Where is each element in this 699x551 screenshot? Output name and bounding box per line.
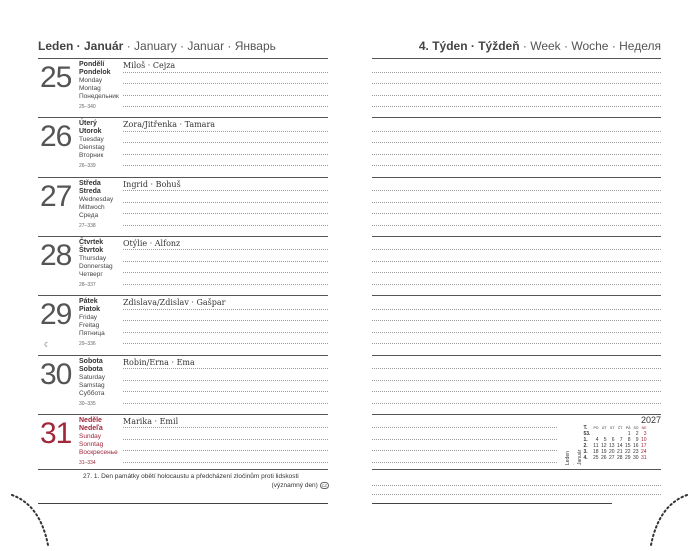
- writing-line[interactable]: [123, 225, 328, 226]
- day-separator: [38, 177, 328, 178]
- writing-line[interactable]: [123, 131, 328, 132]
- writing-line[interactable]: [123, 72, 328, 73]
- mini-day: 15: [624, 443, 631, 449]
- writing-line[interactable]: [123, 249, 328, 250]
- nameday: Miloš · Cejza: [123, 61, 176, 70]
- writing-line[interactable]: [372, 332, 661, 333]
- day-name-ru: Суббота: [79, 389, 105, 397]
- day-separator: [372, 58, 661, 59]
- mini-week-header: T.: [583, 425, 588, 431]
- day-name-sk: Sobota: [79, 365, 103, 373]
- day-separator: [372, 117, 661, 118]
- writing-line[interactable]: [372, 154, 661, 155]
- writing-line[interactable]: [123, 190, 328, 191]
- mini-day: 2: [635, 431, 639, 437]
- day-name-de: Samstag: [79, 381, 105, 389]
- writing-line[interactable]: [372, 380, 661, 381]
- day-block: [38, 298, 328, 353]
- writing-line[interactable]: [372, 202, 661, 203]
- writing-line[interactable]: [123, 309, 328, 310]
- writing-line[interactable]: [372, 272, 661, 273]
- writing-line[interactable]: [123, 320, 328, 321]
- day-block: [38, 61, 328, 116]
- day-count: 31–334: [79, 459, 96, 466]
- writing-line[interactable]: [123, 391, 328, 392]
- day-name-en: Saturday: [79, 373, 106, 381]
- day-name-de: Freitag: [79, 322, 100, 330]
- mini-day-header: PÁ: [625, 426, 631, 430]
- day-separator: [38, 295, 328, 296]
- day-name-de: Montag: [79, 85, 101, 92]
- day-separator: [38, 236, 328, 237]
- writing-line[interactable]: [372, 165, 661, 166]
- footnote: [83, 473, 329, 490]
- day-names: [79, 417, 118, 467]
- day-name-en: Tuesday: [79, 136, 104, 144]
- mini-day: 8: [627, 437, 631, 443]
- mini-day: 5: [603, 437, 607, 443]
- day-names: [79, 239, 113, 289]
- day-count: 30–335: [79, 400, 96, 407]
- day-name-cz: Sobota: [79, 357, 103, 365]
- nameday: Ingrid · Bohuš: [123, 179, 181, 189]
- writing-line[interactable]: [123, 450, 328, 451]
- day-name-ru: Вторник: [79, 152, 104, 160]
- month-title-rest: · January · Januar · Январь: [123, 39, 276, 53]
- mini-day: 25: [592, 455, 599, 461]
- day-name-ru: Четверг: [79, 270, 103, 278]
- nameday: Zora/Jitřenka · Tamara: [123, 120, 216, 130]
- day-count: 26–339: [79, 163, 96, 170]
- day-names: [79, 120, 105, 170]
- mini-day: 10: [640, 437, 647, 443]
- writing-line[interactable]: [372, 72, 661, 73]
- day-block: [38, 417, 328, 472]
- mini-day: 31: [640, 455, 647, 461]
- footer-line: [372, 503, 612, 504]
- day-name-de: Dienstag: [79, 144, 105, 152]
- day-number: 28: [40, 238, 72, 272]
- mini-day-header: ČT: [617, 426, 623, 430]
- writing-line[interactable]: [123, 95, 328, 96]
- mini-day: 4: [595, 437, 599, 443]
- nameday: Otýlie · Alfonz: [123, 238, 181, 248]
- writing-line[interactable]: [372, 391, 661, 392]
- mini-day-header: NE: [641, 426, 647, 430]
- writing-line[interactable]: [123, 154, 328, 155]
- mini-day: 28: [616, 455, 623, 461]
- writing-line[interactable]: [372, 494, 661, 495]
- day-name-de: Mittwoch: [79, 203, 105, 211]
- mini-day: 11: [593, 443, 599, 449]
- mini-day: 9: [635, 437, 639, 443]
- day-number: 27: [40, 179, 72, 213]
- mini-day: 13: [608, 443, 615, 449]
- mini-day: 18: [592, 449, 599, 455]
- writing-line[interactable]: [123, 213, 328, 214]
- mini-calendar-label: Leden · Január: [565, 449, 583, 465]
- day-count: 25–340: [79, 104, 96, 110]
- day-names: [79, 61, 119, 111]
- week-title-rest: · Week · Woche · Неделя: [519, 39, 661, 53]
- mini-day: 1: [627, 431, 631, 437]
- page-corner-dots-right: [639, 485, 699, 551]
- mini-day: 26: [600, 455, 607, 461]
- day-names: [79, 180, 113, 230]
- writing-line[interactable]: [123, 368, 328, 369]
- writing-line[interactable]: [372, 261, 661, 262]
- writing-line[interactable]: [123, 343, 328, 344]
- writing-line[interactable]: [372, 249, 661, 250]
- mini-week-number: 3.: [583, 449, 588, 455]
- writing-line[interactable]: [372, 284, 661, 285]
- nameday: Zdislava/Zdislav · Gašpar: [123, 298, 226, 308]
- footnote-line1: 27. 1. Den památky obětí holocaustu a předcházení zločinům proti lidskosti: [83, 473, 299, 480]
- writing-line[interactable]: [372, 450, 557, 451]
- writing-line[interactable]: [123, 106, 328, 107]
- day-separator: [372, 414, 661, 415]
- writing-line[interactable]: [372, 368, 661, 369]
- day-count: 29–336: [79, 341, 96, 348]
- writing-line[interactable]: [123, 462, 328, 463]
- day-separator: [372, 355, 661, 356]
- day-name-en: Sunday: [79, 432, 102, 440]
- mini-day: 14: [616, 443, 623, 449]
- writing-line[interactable]: [123, 165, 328, 166]
- day-name-ru: Понедельник: [79, 93, 119, 100]
- writing-line[interactable]: [372, 485, 661, 486]
- day-name-cz: Úterý: [79, 120, 97, 128]
- mini-day-header: ÚT: [601, 426, 607, 430]
- mini-calendar-year: 2027: [640, 415, 661, 425]
- day-name-ru: Воскресенье: [79, 448, 118, 456]
- day-name-sk: Streda: [79, 187, 101, 195]
- mini-day: 21: [616, 449, 623, 455]
- writing-line[interactable]: [123, 427, 328, 428]
- day-name-ru: Среда: [79, 211, 99, 219]
- day-name-ru: Пятница: [79, 330, 105, 338]
- nameday: Marika · Emil: [123, 416, 179, 426]
- writing-line[interactable]: [123, 272, 328, 273]
- writing-line[interactable]: [372, 131, 661, 132]
- day-name-cz: Pátek: [79, 298, 98, 306]
- mini-day-header: PO: [593, 426, 599, 430]
- writing-line[interactable]: [372, 427, 557, 428]
- day-block: [38, 239, 328, 294]
- mini-day: 22: [624, 449, 631, 455]
- writing-line[interactable]: [123, 202, 328, 203]
- mini-day: 19: [600, 449, 607, 455]
- writing-line[interactable]: [123, 403, 328, 404]
- writing-line[interactable]: [372, 309, 661, 310]
- footer-line: [38, 503, 328, 504]
- mini-day: 27: [608, 455, 615, 461]
- writing-line[interactable]: [123, 380, 328, 381]
- mini-day: 20: [608, 449, 615, 455]
- writing-line[interactable]: [372, 106, 661, 107]
- mini-day: 3: [643, 431, 647, 437]
- writing-line[interactable]: [123, 142, 328, 143]
- writing-line[interactable]: [123, 332, 328, 333]
- writing-line[interactable]: [372, 462, 557, 463]
- day-count: 27–338: [79, 222, 96, 229]
- mini-day: 23: [632, 449, 639, 455]
- day-separator: [372, 177, 661, 178]
- day-name-sk: Pondelok: [79, 69, 111, 76]
- mini-day: 24: [640, 449, 647, 455]
- day-number: 29: [40, 298, 72, 332]
- mini-day: 7: [619, 437, 623, 443]
- day-name-en: Thursday: [79, 254, 107, 262]
- mini-day-header: ST: [610, 426, 615, 430]
- writing-line[interactable]: [372, 142, 661, 143]
- writing-line[interactable]: [123, 261, 328, 262]
- mini-day-header: SO: [633, 426, 639, 430]
- mini-week-number: 4.: [583, 455, 588, 461]
- writing-line[interactable]: [372, 190, 661, 191]
- footnote-line2: (významný den): [271, 481, 318, 489]
- writing-line[interactable]: [372, 95, 661, 96]
- moon-phase-icon: ☾: [44, 342, 51, 349]
- day-name-sk: Nedeľa: [79, 424, 103, 432]
- day-name-cz: Pondělí: [79, 61, 105, 68]
- writing-line[interactable]: [372, 83, 661, 84]
- writing-line[interactable]: [372, 343, 661, 344]
- writing-line[interactable]: [372, 403, 661, 404]
- mini-day: 12: [600, 443, 607, 449]
- day-separator: [38, 414, 328, 415]
- mini-day: 29: [624, 455, 631, 461]
- writing-line[interactable]: [372, 439, 557, 440]
- day-separator: [38, 58, 328, 59]
- page-corner-dots-left: [0, 485, 60, 551]
- writing-line[interactable]: [372, 213, 661, 214]
- day-separator: [372, 469, 661, 470]
- day-names: [79, 358, 105, 408]
- day-name-en: Friday: [79, 314, 98, 322]
- day-separator: [38, 469, 328, 470]
- day-separator: [372, 236, 661, 237]
- day-name-sk: Piatok: [79, 306, 101, 314]
- mini-week-number: 1.: [583, 437, 588, 443]
- day-name-en: Wednesday: [79, 195, 114, 203]
- day-number: 30: [40, 357, 72, 391]
- mini-day: 30: [632, 455, 639, 461]
- mini-day: 6: [611, 437, 615, 443]
- day-separator: [38, 117, 328, 118]
- writing-line[interactable]: [123, 284, 328, 285]
- day-name-cz: Středa: [79, 179, 101, 187]
- writing-line[interactable]: [372, 225, 661, 226]
- day-name-de: Donnerstag: [79, 262, 113, 270]
- header-left: [38, 39, 276, 53]
- writing-line[interactable]: [123, 83, 328, 84]
- day-name-de: Sonntag: [79, 440, 104, 448]
- day-number: 31: [40, 416, 72, 450]
- day-separator: [38, 355, 328, 356]
- footnote-line2-wrap: [83, 482, 329, 491]
- day-block: [38, 120, 328, 175]
- day-separator: [372, 295, 661, 296]
- writing-line[interactable]: [372, 320, 661, 321]
- day-number: 25: [40, 61, 72, 94]
- day-name-cz: Neděle: [79, 416, 102, 424]
- nameday: Robin/Erna · Ema: [123, 357, 195, 367]
- day-number: 26: [40, 120, 72, 154]
- mini-week-number: 2.: [583, 443, 588, 449]
- writing-line[interactable]: [123, 439, 328, 440]
- month-title-bold: Leden · Január: [38, 39, 124, 53]
- day-name-sk: Štvrtok: [79, 246, 104, 254]
- day-names: [79, 298, 105, 348]
- day-name-cz: Čtvrtek: [79, 238, 104, 246]
- day-name-en: Monday: [79, 77, 103, 84]
- cz-badge: CZ: [321, 482, 327, 488]
- mini-day: 16: [632, 443, 639, 449]
- day-block: [38, 180, 328, 235]
- week-title-bold: 4. Týden · Týždeň: [418, 39, 520, 53]
- day-name-sk: Utorok: [79, 128, 102, 136]
- mini-calendar-table: [583, 425, 647, 461]
- mini-week-number: 53.: [583, 431, 591, 437]
- mini-day: 17: [640, 443, 647, 449]
- day-block: [38, 358, 328, 413]
- header-right: [419, 39, 661, 53]
- day-count: 28–337: [79, 281, 96, 288]
